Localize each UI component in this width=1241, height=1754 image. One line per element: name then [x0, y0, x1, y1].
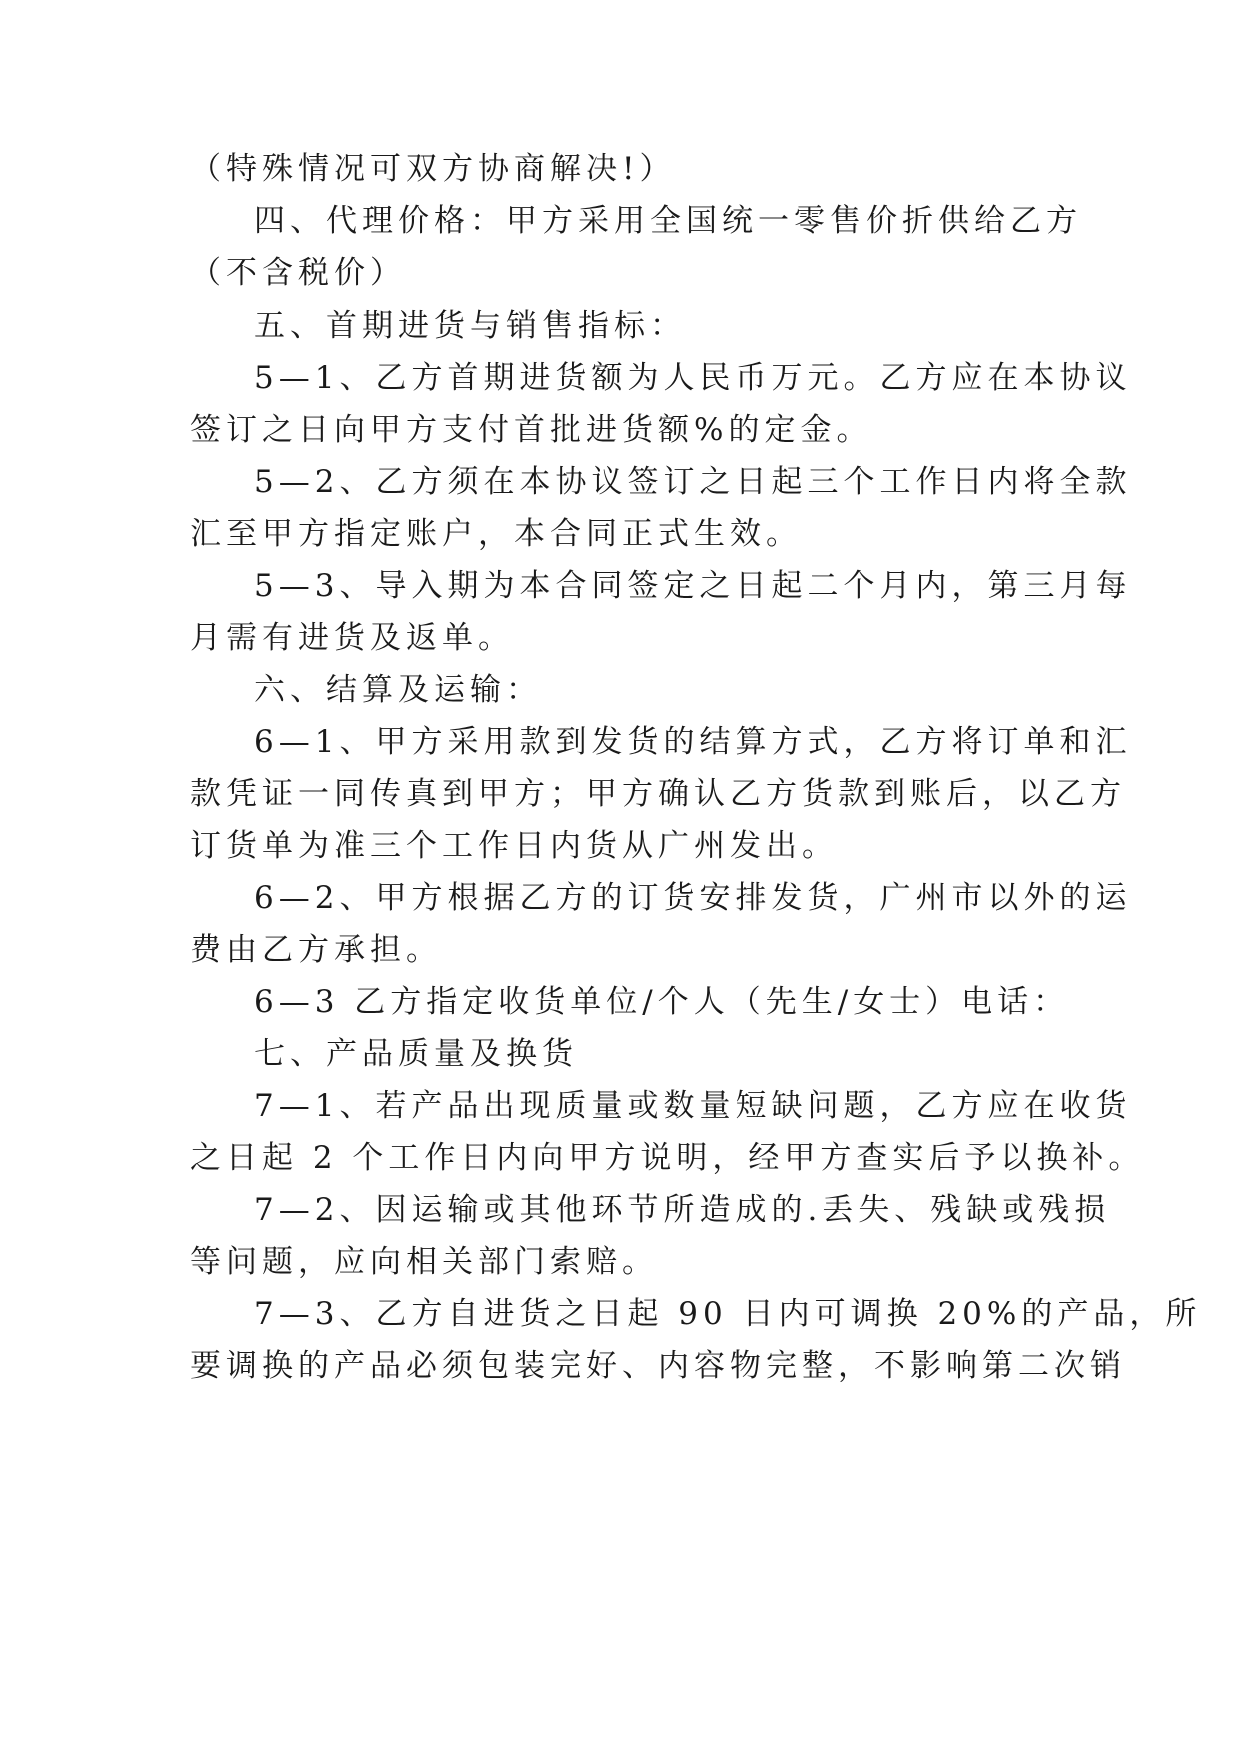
clause-7-3: 7—3、乙方自进货之日起 90 日内可调换 20%的产品，所 [254, 1296, 1202, 1332]
text-line: 等问题，应向相关部门索赔。 [190, 1244, 658, 1280]
section-heading-5: 五、首期进货与销售指标： [254, 308, 686, 344]
clause-6-1: 6—1、甲方采用款到发货的结算方式，乙方将订单和汇 [254, 724, 1132, 760]
section-heading-6: 六、结算及运输： [254, 672, 542, 708]
clause-7-1: 7—1、若产品出现质量或数量短缺问题，乙方应在收货 [254, 1088, 1132, 1124]
clause-7-2: 7—2、因运输或其他环节所造成的.丢失、残缺或残损 [254, 1192, 1111, 1228]
section-heading-7: 七、产品质量及换货 [254, 1036, 578, 1072]
text-line: 费由乙方承担。 [190, 932, 442, 968]
section-heading-4: 四、代理价格：甲方采用全国统一零售价折供给乙方 [254, 203, 1082, 239]
text-line: 要调换的产品必须包装完好、内容物完整，不影响第二次销 [190, 1348, 1126, 1384]
clause-6-2: 6—2、甲方根据乙方的订货安排发货，广州市以外的运 [254, 880, 1132, 916]
text-line: （特殊情况可双方协商解决!） [190, 151, 676, 187]
text-line: 之日起 2 个工作日内向甲方说明，经甲方查实后予以换补。 [190, 1140, 1145, 1176]
text-line: 款凭证一同传真到甲方；甲方确认乙方货款到账后，以乙方 [190, 776, 1126, 812]
clause-5-3: 5—3、导入期为本合同签定之日起二个月内，第三月每 [254, 568, 1132, 604]
clause-6-3: 6—3 乙方指定收货单位/个人（先生/女士）电话： [254, 984, 1070, 1020]
text-line: 月需有进货及返单。 [190, 620, 514, 656]
text-line: 汇至甲方指定账户，本合同正式生效。 [190, 516, 802, 552]
clause-5-2: 5—2、乙方须在本协议签订之日起三个工作日内将全款 [254, 464, 1132, 500]
clause-5-1: 5—1、乙方首期进货额为人民币万元。乙方应在本协议 [254, 360, 1132, 396]
text-line: 签订之日向甲方支付首批进货额%的定金。 [190, 412, 873, 448]
text-line: 订货单为准三个工作日内货从广州发出。 [190, 828, 838, 864]
text-line: （不含税价） [190, 255, 406, 291]
